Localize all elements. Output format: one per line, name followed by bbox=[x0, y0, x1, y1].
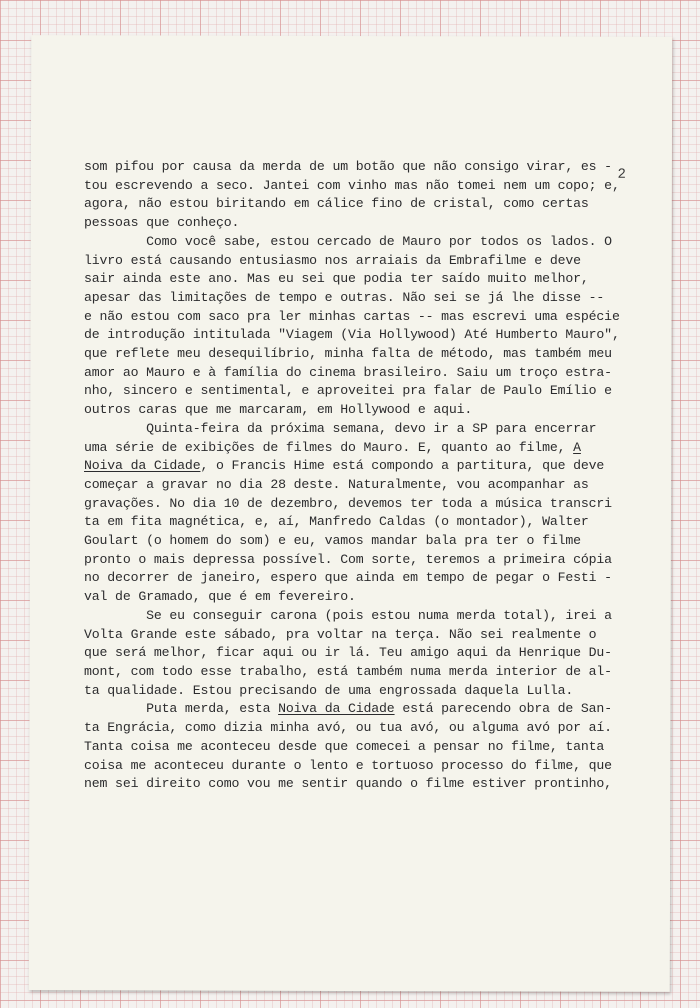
text-segment: apesar das limitações de tempo e outras. Não sei se já lhe disse -- bbox=[84, 289, 605, 305]
text-line bbox=[84, 588, 632, 607]
text-segment: pessoas que conheço. bbox=[84, 215, 240, 231]
text-line bbox=[84, 401, 632, 420]
text-segment: pronto o mais depressa possível. Com sorte, teremos a primeira cópia bbox=[84, 551, 612, 567]
text-line bbox=[84, 719, 632, 738]
text-line bbox=[84, 551, 632, 570]
text-segment: nem sei direito como vou me sentir quando o filme estiver prontinho, bbox=[84, 776, 612, 792]
text-segment: Como você sabe, estou cercado de Mauro por todos os lados. O bbox=[84, 233, 612, 249]
text-line bbox=[84, 663, 632, 682]
text-segment: tou escrevendo a seco. Jantei com vinho mas não tomei nem um copo; e, bbox=[84, 177, 620, 193]
text-segment: sair ainda este ano. Mas eu sei que podia ter saído muito melhor, bbox=[84, 271, 589, 287]
text-line bbox=[84, 308, 632, 327]
text-line bbox=[84, 364, 632, 383]
text-segment: outros caras que me marcaram, em Hollywood e aqui. bbox=[84, 402, 473, 418]
text-segment: que reflete meu desequilíbrio, minha falta de método, mas também meu bbox=[84, 346, 612, 362]
text-segment: ta em fita magnética, e, aí, Manfredo Caldas (o montador), Walter bbox=[84, 514, 589, 530]
text-line bbox=[84, 644, 632, 663]
text-line bbox=[84, 513, 632, 532]
text-segment: , o Francis Hime está compondo a partitura, que deve bbox=[200, 458, 605, 474]
text-segment: som pifou por causa da merda de um botão que não consigo virar, es - bbox=[84, 159, 612, 174]
underlined-title: A bbox=[573, 439, 581, 455]
text-line bbox=[84, 700, 632, 719]
text-line bbox=[84, 233, 632, 252]
text-line bbox=[84, 177, 632, 196]
text-line bbox=[84, 439, 632, 458]
text-line bbox=[84, 252, 632, 271]
text-segment: val de Gramado, que é em fevereiro. bbox=[84, 589, 356, 605]
text-line bbox=[84, 457, 632, 476]
text-line bbox=[84, 420, 632, 439]
text-segment: Tanta coisa me aconteceu desde que comecei a pensar no filme, tanta bbox=[84, 738, 605, 754]
text-segment: agora, não estou biritando em cálice fino de cristal, como certas bbox=[84, 196, 589, 212]
text-segment: e não estou com saco pra ler minhas cartas -- mas escrevi uma espécie bbox=[84, 308, 620, 324]
text-line bbox=[84, 382, 632, 401]
text-line bbox=[84, 757, 632, 776]
underlined-title: Noiva da Cidade bbox=[84, 458, 201, 474]
text-segment: coisa me aconteceu durante o lento e tortuoso processo do filme, que bbox=[84, 757, 612, 773]
text-segment: Goulart (o homem do som) e eu, vamos mandar bala pra ter o filme bbox=[84, 533, 581, 549]
text-segment: nho, sincero e sentimental, e aproveitei pra falar de Paulo Emílio e bbox=[84, 383, 612, 399]
text-segment: amor ao Mauro e à família do cinema brasileiro. Saiu um troço estra- bbox=[84, 364, 612, 380]
text-segment: gravações. No dia 10 de dezembro, devemos ter toda a música transcri bbox=[84, 495, 612, 511]
text-line bbox=[84, 476, 632, 495]
text-segment: começar a gravar no dia 28 deste. Naturalmente, vou acompanhar as bbox=[84, 476, 589, 492]
text-line bbox=[84, 495, 632, 514]
text-segment: no decorrer de janeiro, espero que ainda em tempo de pegar o Festi - bbox=[84, 570, 612, 586]
text-segment: Se eu conseguir carona (pois estou numa merda total), irei a bbox=[84, 607, 612, 623]
text-line bbox=[84, 626, 632, 645]
text-line bbox=[84, 326, 632, 345]
text-segment: ta qualidade. Estou precisando de uma engrossada daquela Lulla. bbox=[84, 682, 574, 698]
text-line bbox=[84, 738, 632, 757]
text-segment: que será melhor, ficar aqui ou ir lá. Teu amigo aqui da Henrique Du- bbox=[84, 645, 612, 661]
text-segment: ta Engrácia, como dizia minha avó, ou tua avó, ou alguma avó por aí. bbox=[84, 720, 612, 736]
text-line bbox=[84, 775, 632, 794]
text-line bbox=[84, 569, 632, 588]
text-line bbox=[84, 158, 632, 177]
text-line bbox=[84, 270, 632, 289]
text-line bbox=[84, 195, 632, 214]
text-line bbox=[84, 214, 632, 233]
text-segment: está parecendo obra de San- bbox=[394, 701, 612, 717]
text-segment: livro está causando entusiasmo nos arraiais da Embrafilme e deve bbox=[84, 252, 581, 268]
text-segment: Volta Grande este sábado, pra voltar na terça. Não sei realmente o bbox=[84, 626, 597, 642]
text-line bbox=[84, 345, 632, 364]
text-segment: mont, com todo esse trabalho, está também numa merda interior de al- bbox=[84, 663, 612, 679]
text-line bbox=[84, 532, 632, 551]
page-number: 2 bbox=[617, 166, 626, 183]
text-line bbox=[84, 682, 632, 701]
text-line bbox=[84, 607, 632, 626]
text-segment: Puta merda, esta bbox=[84, 701, 279, 717]
text-segment: uma série de exibições de filmes do Mauro. E, quanto ao filme, bbox=[84, 439, 574, 455]
text-segment: de introdução intitulada "Viagem (Via Hollywood) Até Humberto Mauro", bbox=[84, 327, 620, 343]
text-segment: Quinta-feira da próxima semana, devo ir a SP para encerrar bbox=[84, 420, 597, 436]
letter-body bbox=[84, 158, 632, 794]
text-line bbox=[84, 289, 632, 308]
underlined-title: Noiva da Cidade bbox=[278, 701, 395, 717]
